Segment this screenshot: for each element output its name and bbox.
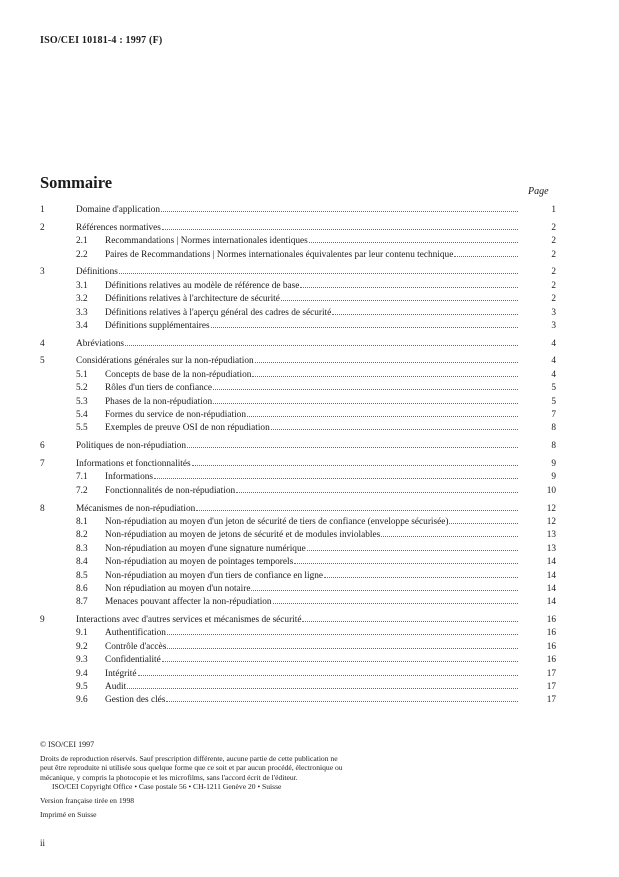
toc-title-line	[105, 583, 518, 596]
dot-leader	[309, 242, 518, 243]
toc-number: 9	[40, 615, 45, 626]
toc-title: Abréviations	[76, 338, 125, 349]
toc-title-line	[105, 307, 518, 320]
copyright-notice	[40, 740, 560, 819]
toc-page-number: 2	[551, 222, 556, 233]
dot-leader	[196, 510, 518, 511]
rights-line: Droits de reproduction réservés. Sauf prescription différente, aucune partie de cette publication ne	[40, 753, 338, 763]
toc-title: Recommandations | Normes internationales identiques	[105, 236, 308, 247]
page-column-label: Page	[528, 186, 549, 197]
toc-page-number: 4	[551, 338, 556, 349]
toc-number: 9.4	[76, 668, 88, 679]
toc-entry[interactable]	[40, 409, 556, 422]
toc-page-number: 9	[551, 458, 556, 469]
toc-entry[interactable]	[40, 320, 556, 333]
toc-title: Confidentialité	[105, 655, 161, 666]
toc-title-line	[105, 641, 518, 654]
dot-leader	[294, 563, 518, 564]
dot-leader	[125, 345, 518, 346]
toc-number: 8.6	[76, 583, 88, 594]
toc-entry[interactable]	[40, 307, 556, 320]
toc-title-line	[76, 614, 518, 627]
toc-number: 1	[40, 205, 45, 215]
toc-title-line	[105, 681, 518, 694]
toc-number: 8.5	[76, 570, 88, 581]
copyright-line: © ISO/CEI 1997	[40, 740, 95, 749]
toc-entry[interactable]	[40, 503, 556, 516]
toc-title-line	[105, 570, 518, 583]
dot-leader	[187, 447, 518, 448]
toc-entry[interactable]	[40, 440, 556, 453]
toc-number: 2.2	[76, 249, 88, 260]
document-header: ISO/CEI 10181-4 : 1997 (F)	[40, 35, 163, 46]
toc-entry[interactable]	[40, 355, 556, 368]
page-title: Sommaire	[40, 173, 113, 192]
toc-page-number: 9	[551, 472, 556, 483]
toc-entry[interactable]	[40, 235, 556, 248]
toc-page-number: 8	[551, 441, 556, 452]
dot-leader	[192, 465, 518, 466]
toc-title: Menaces pouvant affecter la non-répudiation	[105, 597, 272, 608]
dot-leader	[307, 550, 518, 551]
toc-number: 8.2	[76, 530, 88, 541]
toc-title: Domaine d'application	[76, 205, 161, 215]
toc-title: Non-répudiation au moyen d'un tiers de confiance en ligne	[105, 570, 324, 581]
toc-page-number: 3	[551, 320, 556, 331]
toc-title: Définitions relatives à l'architecture de sécurité	[105, 294, 280, 305]
toc-entry[interactable]	[40, 681, 556, 694]
toc-entry[interactable]	[40, 204, 556, 217]
toc-entry[interactable]	[40, 369, 556, 382]
toc-page-number: 13	[546, 543, 556, 554]
toc-page-number: 14	[546, 557, 556, 568]
toc-entry[interactable]	[40, 668, 556, 681]
toc-page-number: 16	[546, 628, 556, 639]
toc-title-line	[105, 235, 518, 248]
toc-entry[interactable]	[40, 596, 556, 609]
dot-leader	[119, 273, 518, 274]
table-of-contents	[40, 204, 556, 708]
toc-number: 9.1	[76, 628, 88, 639]
toc-page-number: 3	[551, 307, 556, 318]
toc-entry[interactable]	[40, 280, 556, 293]
toc-title: Informations et fonctionnalités	[76, 458, 191, 469]
dot-leader	[161, 211, 518, 212]
dot-leader	[211, 327, 518, 328]
toc-number: 5	[40, 356, 45, 367]
toc-title: Définitions relatives au modèle de référence de base	[105, 280, 300, 291]
toc-title-line	[76, 338, 518, 351]
toc-number: 2.1	[76, 236, 88, 247]
dot-leader	[381, 536, 518, 537]
toc-page-number: 17	[546, 695, 556, 706]
toc-title-line	[76, 222, 518, 235]
toc-title-line	[105, 422, 518, 435]
toc-page-number: 16	[546, 641, 556, 652]
toc-title: Contrôle d'accès	[105, 641, 167, 652]
toc-entry[interactable]	[40, 583, 556, 596]
toc-page-number: 12	[546, 516, 556, 527]
rights-line: peut être reproduite ni utilisée sous quelque forme que ce soit et par aucun procédé, électronique ou	[40, 763, 343, 773]
toc-entry[interactable]	[40, 543, 556, 556]
dot-leader	[302, 621, 518, 622]
toc-number: 9.3	[76, 655, 88, 666]
toc-number: 8	[40, 503, 45, 514]
toc-title: Politiques de non-répudiation	[76, 441, 186, 452]
toc-title-line	[76, 355, 518, 368]
toc-page-number: 5	[551, 383, 556, 394]
toc-title: Considérations générales sur la non-répudiation	[76, 356, 254, 367]
dot-leader	[251, 590, 518, 591]
toc-title: Concepts de base de la non-répudiation	[105, 369, 252, 380]
toc-number: 3.4	[76, 320, 88, 331]
toc-number: 7	[40, 458, 45, 469]
toc-number: 8.1	[76, 516, 88, 527]
toc-page-number: 14	[546, 597, 556, 608]
toc-entry[interactable]	[40, 249, 556, 262]
toc-title: Audit	[105, 682, 127, 693]
dot-leader	[281, 300, 518, 301]
toc-title-line	[105, 654, 518, 667]
toc-number: 9.2	[76, 641, 88, 652]
toc-title-line	[76, 440, 518, 453]
dot-leader	[449, 523, 518, 524]
toc-page-number: 16	[546, 655, 556, 666]
toc-number: 7.1	[76, 472, 88, 483]
toc-title-line	[105, 293, 518, 306]
toc-entry[interactable]	[40, 222, 556, 235]
toc-entry[interactable]	[40, 516, 556, 529]
toc-title: Mécanismes de non-répudiation	[76, 503, 196, 514]
toc-page-number: 4	[551, 356, 556, 367]
toc-page-number: 2	[551, 280, 556, 291]
dot-leader	[332, 314, 518, 315]
version-note: Version française tirée en 1998	[40, 795, 135, 805]
toc-title-line	[76, 266, 518, 279]
toc-entry[interactable]	[40, 556, 556, 569]
toc-title-line	[76, 503, 518, 516]
toc-page-number: 12	[546, 503, 556, 514]
toc-title-line	[105, 543, 518, 556]
toc-title: Informations	[105, 472, 154, 483]
toc-title: Rôles d'un tiers de confiance	[105, 383, 213, 394]
toc-title: Paires de Recommandations | Normes internationales équivalentes par leur contenu technique	[105, 249, 454, 260]
toc-title-line	[105, 471, 518, 484]
toc-number: 3	[40, 267, 45, 278]
toc-entry[interactable]	[40, 293, 556, 306]
toc-title-line	[105, 668, 518, 681]
toc-title: Non-répudiation au moyen de pointages temporels	[105, 557, 294, 568]
dot-leader	[154, 478, 518, 479]
toc-page-number: 7	[551, 410, 556, 421]
toc-page-number: 8	[551, 423, 556, 434]
toc-entry[interactable]	[40, 396, 556, 409]
rights-line: mécanique, y compris la photocopie et les microfilms, sans l'accord écrit de l'éditeur.	[40, 772, 298, 782]
toc-page-number: 17	[546, 668, 556, 679]
toc-title: Interactions avec d'autres services et mécanismes de sécurité	[76, 615, 302, 626]
toc-title: Non-répudiation au moyen d'un jeton de sécurité de tiers de confiance (enveloppe sécurisée)	[105, 516, 449, 527]
toc-title-line	[105, 280, 518, 293]
dot-leader	[271, 429, 518, 430]
toc-number: 5.1	[76, 369, 88, 380]
toc-number: 2	[40, 222, 45, 233]
toc-title-line	[105, 396, 518, 409]
dot-leader	[300, 287, 518, 288]
toc-title-line	[105, 485, 518, 498]
toc-entry[interactable]	[40, 382, 556, 395]
toc-number: 5.2	[76, 383, 88, 394]
toc-title-line	[105, 249, 518, 262]
toc-title: Fonctionnalités de non-répudiation	[105, 485, 236, 496]
toc-title: Formes du service de non-répudiation	[105, 410, 246, 421]
toc-title: Gestion des clés	[105, 695, 166, 706]
toc-number: 9.5	[76, 682, 88, 693]
dot-leader	[167, 634, 518, 635]
toc-title-line	[105, 627, 518, 640]
printed-note: Imprimé en Suisse	[40, 809, 97, 819]
toc-page-number: 13	[546, 530, 556, 541]
toc-entry[interactable]	[40, 529, 556, 542]
toc-page-number: 14	[546, 583, 556, 594]
toc-title-line	[76, 204, 518, 217]
toc-title-line	[105, 320, 518, 333]
toc-title: Non-répudiation au moyen de jetons de sécurité et de modules inviolables	[105, 530, 381, 541]
toc-number: 5.5	[76, 423, 88, 434]
toc-page-number: 2	[551, 236, 556, 247]
toc-title: Définitions supplémentaires	[105, 320, 210, 331]
dot-leader	[454, 256, 518, 257]
toc-title-line	[105, 596, 518, 609]
toc-entry[interactable]	[40, 458, 556, 471]
dot-leader	[162, 229, 518, 230]
dot-leader	[167, 648, 518, 649]
toc-entry[interactable]	[40, 422, 556, 435]
dot-leader	[127, 688, 518, 689]
toc-entry[interactable]	[40, 627, 556, 640]
dot-leader	[255, 362, 518, 363]
toc-page-number: 2	[551, 249, 556, 260]
dot-leader	[252, 376, 518, 377]
copyright-office: ISO/CEI Copyright Office • Case postale 56 • CH-1211 Genève 20 • Suisse	[52, 782, 282, 792]
toc-entry[interactable]	[40, 485, 556, 498]
toc-page-number: 1	[551, 205, 556, 215]
toc-number: 6	[40, 441, 45, 452]
toc-number: 7.2	[76, 485, 88, 496]
toc-number: 3.2	[76, 294, 88, 305]
toc-title: Intégrité	[105, 668, 137, 679]
dot-leader	[166, 701, 518, 702]
dot-leader	[247, 416, 518, 417]
toc-entry[interactable]	[40, 641, 556, 654]
toc-page-number: 4	[551, 369, 556, 380]
toc-title: Authentification	[105, 628, 166, 639]
toc-number: 4	[40, 338, 45, 349]
toc-number: 8.7	[76, 597, 88, 608]
toc-page-number: 10	[546, 485, 556, 496]
dot-leader	[213, 389, 518, 390]
toc-number: 5.4	[76, 410, 88, 421]
dot-leader	[138, 675, 519, 676]
toc-number: 5.3	[76, 396, 88, 407]
toc-entry[interactable]	[40, 570, 556, 583]
toc-entry[interactable]	[40, 266, 556, 279]
toc-title: Non répudiation au moyen d'un notaire	[105, 583, 251, 594]
toc-entry[interactable]	[40, 338, 556, 351]
toc-page-number: 17	[546, 682, 556, 693]
dot-leader	[273, 603, 518, 604]
toc-page-number: 2	[551, 267, 556, 278]
toc-title-line	[105, 556, 518, 569]
toc-title: Exemples de preuve OSI de non répudiation	[105, 423, 270, 434]
toc-number: 8.3	[76, 543, 88, 554]
toc-title: Non-répudiation au moyen d'une signature numérique	[105, 543, 306, 554]
toc-page-number: 16	[546, 615, 556, 626]
toc-page-number: 14	[546, 570, 556, 581]
dot-leader	[162, 661, 518, 662]
toc-title: Définitions	[76, 267, 118, 278]
toc-title-line	[105, 369, 518, 382]
toc-title: Phases de la non-répudiation	[105, 396, 213, 407]
toc-entry[interactable]	[40, 614, 556, 627]
toc-number: 3.3	[76, 307, 88, 318]
toc-title-line	[105, 516, 518, 529]
toc-title-line	[105, 694, 518, 707]
page-number: ii	[40, 838, 46, 848]
toc-title-line	[105, 409, 518, 422]
dot-leader	[213, 403, 518, 404]
dot-leader	[324, 577, 518, 578]
toc-page-number: 2	[551, 294, 556, 305]
toc-number: 9.6	[76, 695, 88, 706]
toc-number: 3.1	[76, 280, 88, 291]
toc-title-line	[105, 529, 518, 542]
toc-entry[interactable]	[40, 694, 556, 707]
toc-title-line	[76, 458, 518, 471]
toc-title-line	[105, 382, 518, 395]
toc-page-number: 5	[551, 396, 556, 407]
toc-number: 8.4	[76, 557, 88, 568]
toc-entry[interactable]	[40, 471, 556, 484]
toc-entry[interactable]	[40, 654, 556, 667]
toc-title: Références normatives	[76, 222, 161, 233]
toc-title: Définitions relatives à l'aperçu général des cadres de sécurité	[105, 307, 332, 318]
dot-leader	[236, 492, 518, 493]
